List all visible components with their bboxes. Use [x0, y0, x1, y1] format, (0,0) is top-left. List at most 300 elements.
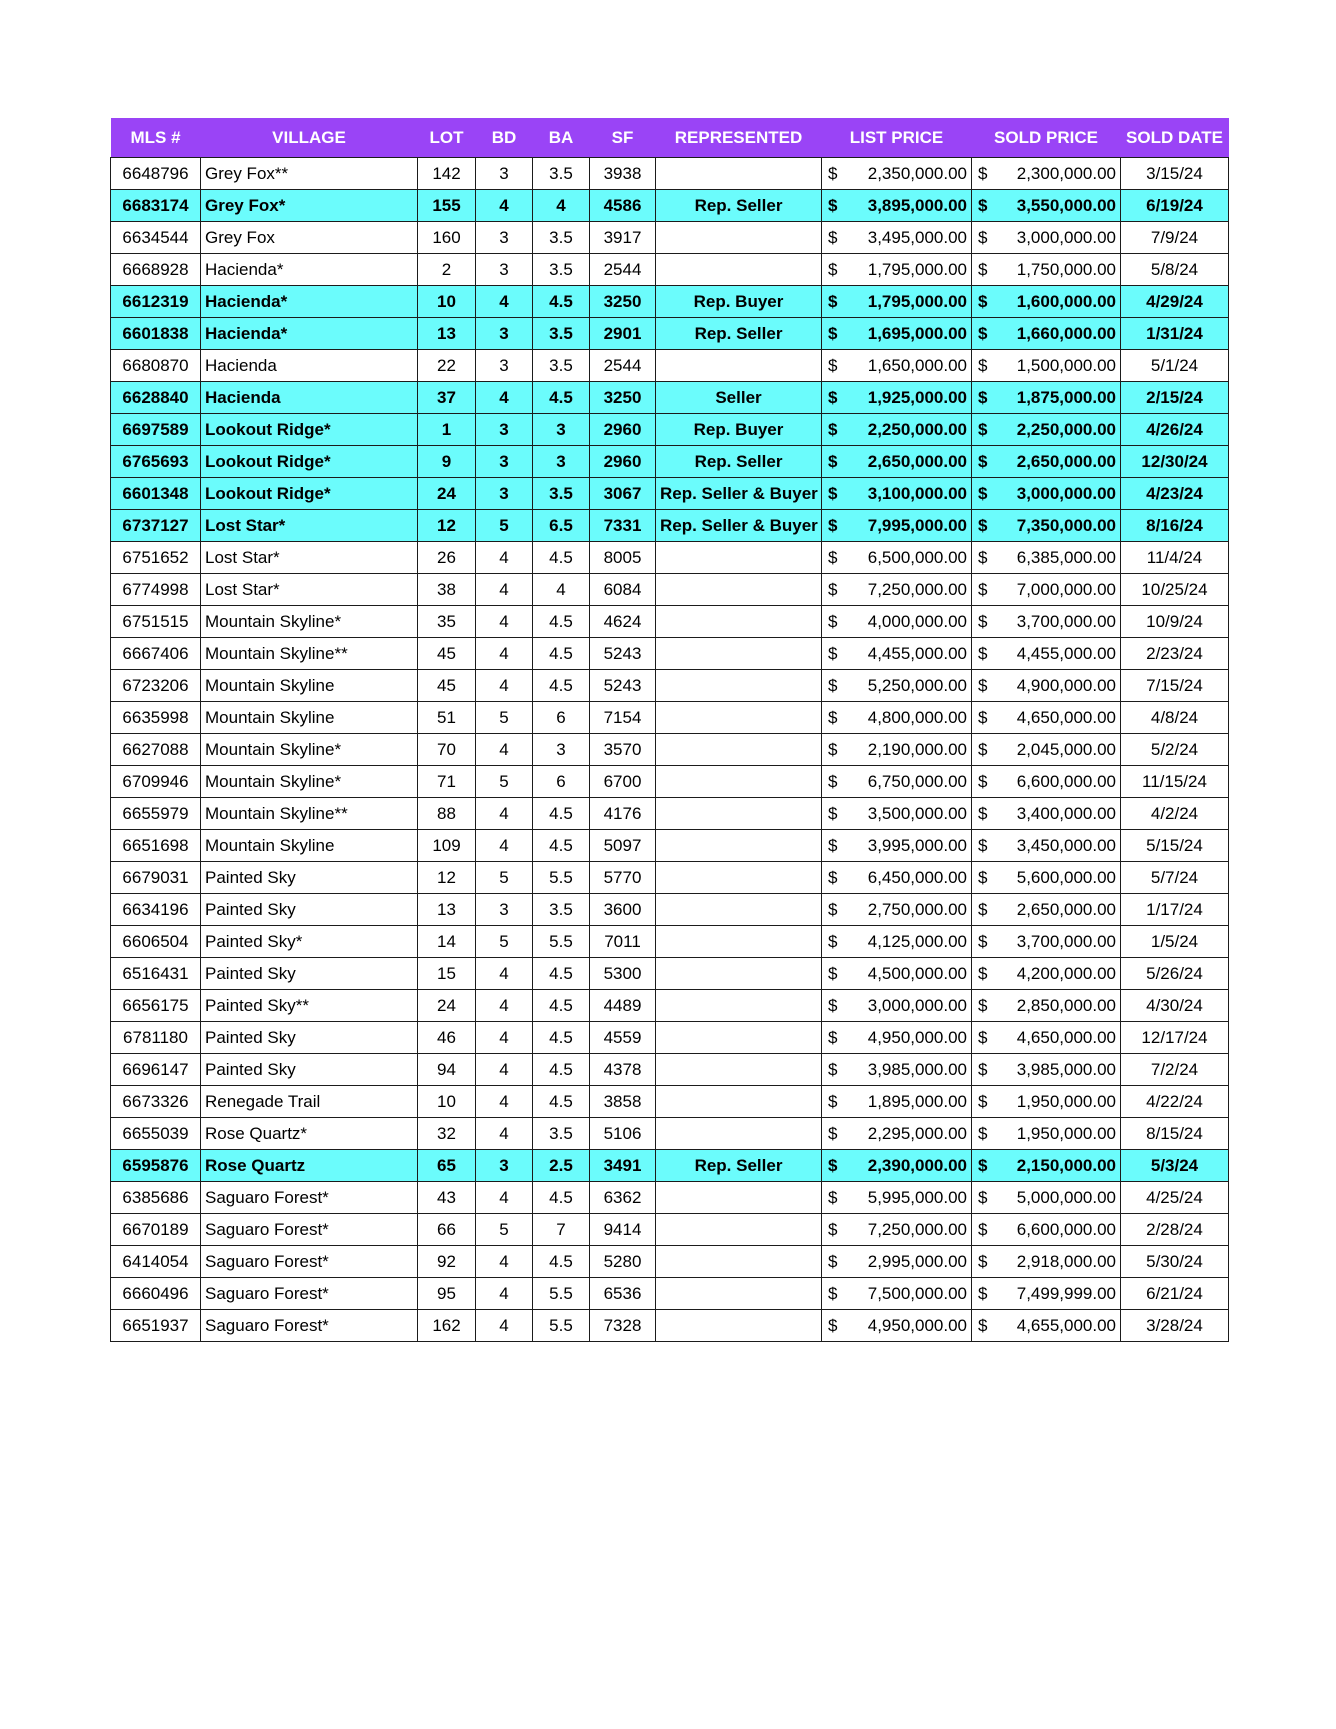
- cell-sold-price: [972, 670, 1121, 702]
- currency-symbol: $: [828, 835, 838, 855]
- amount: 7,000,000.00: [1016, 579, 1116, 599]
- cell-sold-price: [972, 190, 1121, 222]
- cell-lot: 160: [418, 222, 476, 254]
- cell-list-price: [822, 894, 972, 926]
- cell-sold-price: [972, 1022, 1121, 1054]
- cell-sf: 3250: [590, 382, 656, 414]
- cell-sold-price: [972, 958, 1121, 990]
- cell-sold-price: [972, 1310, 1121, 1342]
- cell-represented: [656, 1246, 822, 1278]
- amount: 1,660,000.00: [1016, 323, 1116, 343]
- cell-mls: 6723206: [111, 670, 201, 702]
- cell-list-price: [822, 254, 972, 286]
- currency-symbol: $: [978, 1091, 988, 1111]
- cell-represented: [656, 926, 822, 958]
- cell-ba: 4.5: [533, 1246, 590, 1278]
- cell-mls: 6648796: [111, 158, 201, 190]
- cell-represented: Rep. Seller: [656, 190, 822, 222]
- currency-symbol: $: [978, 547, 988, 567]
- currency-symbol: $: [978, 483, 988, 503]
- cell-list-price: [822, 1022, 972, 1054]
- amount: 2,250,000.00: [1016, 419, 1116, 439]
- cell-sold-price: [972, 1246, 1121, 1278]
- cell-ba: 4.5: [533, 638, 590, 670]
- cell-village: Painted Sky: [201, 1022, 418, 1054]
- amount: 4,655,000.00: [1016, 1315, 1116, 1335]
- table-row: [111, 318, 1229, 350]
- table-row: [111, 382, 1229, 414]
- cell-list-price: [822, 1246, 972, 1278]
- currency-symbol: $: [978, 1027, 988, 1047]
- currency-symbol: $: [828, 1251, 838, 1271]
- cell-ba: 7: [533, 1214, 590, 1246]
- amount: 4,455,000.00: [1016, 643, 1116, 663]
- amount: 3,500,000.00: [867, 803, 967, 823]
- currency-symbol: $: [978, 227, 988, 247]
- amount: 2,850,000.00: [1016, 995, 1116, 1015]
- cell-bd: 4: [476, 1246, 533, 1278]
- cell-sold-date: 5/7/24: [1121, 862, 1229, 894]
- cell-sold-date: 12/30/24: [1121, 446, 1229, 478]
- cell-bd: 3: [476, 478, 533, 510]
- cell-sold-price: [972, 1150, 1121, 1182]
- currency-symbol: $: [978, 771, 988, 791]
- cell-bd: 4: [476, 1182, 533, 1214]
- cell-sf: 4559: [590, 1022, 656, 1054]
- cell-list-price: [822, 478, 972, 510]
- cell-represented: [656, 862, 822, 894]
- currency-symbol: $: [828, 1123, 838, 1143]
- cell-mls: 6385686: [111, 1182, 201, 1214]
- amount: 3,400,000.00: [1016, 803, 1116, 823]
- currency-symbol: $: [978, 963, 988, 983]
- cell-list-price: [822, 1182, 972, 1214]
- currency-symbol: $: [828, 451, 838, 471]
- cell-mls: 6709946: [111, 766, 201, 798]
- cell-village: Mountain Skyline: [201, 830, 418, 862]
- amount: 1,750,000.00: [1016, 259, 1116, 279]
- cell-bd: 5: [476, 702, 533, 734]
- cell-list-price: [822, 1086, 972, 1118]
- amount: 3,700,000.00: [1016, 931, 1116, 951]
- table-row: [111, 638, 1229, 670]
- cell-bd: 5: [476, 510, 533, 542]
- cell-mls: 6655979: [111, 798, 201, 830]
- cell-represented: Rep. Seller: [656, 1150, 822, 1182]
- cell-sold-date: 7/15/24: [1121, 670, 1229, 702]
- cell-bd: 4: [476, 798, 533, 830]
- amount: 3,450,000.00: [1016, 835, 1116, 855]
- cell-sold-date: 1/5/24: [1121, 926, 1229, 958]
- amount: 7,995,000.00: [867, 515, 967, 535]
- amount: 4,650,000.00: [1016, 707, 1116, 727]
- cell-represented: [656, 1278, 822, 1310]
- amount: 1,795,000.00: [867, 259, 967, 279]
- currency-symbol: $: [978, 419, 988, 439]
- cell-represented: [656, 990, 822, 1022]
- cell-bd: 5: [476, 926, 533, 958]
- cell-sf: 3917: [590, 222, 656, 254]
- cell-lot: 1: [418, 414, 476, 446]
- table-row: [111, 350, 1229, 382]
- cell-lot: 38: [418, 574, 476, 606]
- cell-ba: 3.5: [533, 1118, 590, 1150]
- cell-represented: [656, 254, 822, 286]
- cell-bd: 4: [476, 190, 533, 222]
- cell-sold-date: 4/25/24: [1121, 1182, 1229, 1214]
- cell-village: Painted Sky: [201, 1054, 418, 1086]
- cell-mls: 6656175: [111, 990, 201, 1022]
- cell-list-price: [822, 862, 972, 894]
- header-village: VILLAGE: [201, 118, 418, 158]
- cell-ba: 5.5: [533, 926, 590, 958]
- cell-village: Grey Fox: [201, 222, 418, 254]
- cell-ba: 4.5: [533, 830, 590, 862]
- cell-bd: 3: [476, 414, 533, 446]
- cell-sold-date: 4/26/24: [1121, 414, 1229, 446]
- cell-list-price: [822, 574, 972, 606]
- cell-lot: 13: [418, 894, 476, 926]
- amount: 1,950,000.00: [1016, 1123, 1116, 1143]
- cell-sold-price: [972, 606, 1121, 638]
- cell-sold-date: 5/3/24: [1121, 1150, 1229, 1182]
- cell-mls: 6634544: [111, 222, 201, 254]
- currency-symbol: $: [978, 931, 988, 951]
- header-mls: MLS #: [111, 118, 201, 158]
- cell-list-price: [822, 926, 972, 958]
- amount: 4,800,000.00: [867, 707, 967, 727]
- cell-sold-date: 12/17/24: [1121, 1022, 1229, 1054]
- cell-sold-price: [972, 318, 1121, 350]
- cell-list-price: [822, 1150, 972, 1182]
- cell-sf: 3600: [590, 894, 656, 926]
- cell-lot: 92: [418, 1246, 476, 1278]
- amount: 2,650,000.00: [1016, 899, 1116, 919]
- cell-ba: 4: [533, 190, 590, 222]
- cell-mls: 6683174: [111, 190, 201, 222]
- cell-list-price: [822, 382, 972, 414]
- cell-village: Hacienda: [201, 350, 418, 382]
- cell-list-price: [822, 1118, 972, 1150]
- currency-symbol: $: [978, 163, 988, 183]
- cell-sold-date: 10/25/24: [1121, 574, 1229, 606]
- cell-sf: 2901: [590, 318, 656, 350]
- cell-ba: 3.5: [533, 350, 590, 382]
- cell-village: Lost Star*: [201, 542, 418, 574]
- cell-list-price: [822, 414, 972, 446]
- cell-list-price: [822, 670, 972, 702]
- amount: 1,500,000.00: [1016, 355, 1116, 375]
- cell-sold-date: 4/29/24: [1121, 286, 1229, 318]
- cell-sold-date: 4/22/24: [1121, 1086, 1229, 1118]
- cell-lot: 14: [418, 926, 476, 958]
- cell-mls: 6634196: [111, 894, 201, 926]
- header-list-price: LIST PRICE: [822, 118, 972, 158]
- amount: 5,600,000.00: [1016, 867, 1116, 887]
- table-row: [111, 830, 1229, 862]
- cell-sf: 3570: [590, 734, 656, 766]
- cell-represented: [656, 670, 822, 702]
- cell-represented: [656, 1086, 822, 1118]
- table-row: [111, 1150, 1229, 1182]
- cell-represented: [656, 638, 822, 670]
- cell-mls: 6737127: [111, 510, 201, 542]
- cell-sold-date: 6/19/24: [1121, 190, 1229, 222]
- currency-symbol: $: [828, 291, 838, 311]
- cell-sf: 5280: [590, 1246, 656, 1278]
- cell-village: Mountain Skyline**: [201, 798, 418, 830]
- cell-represented: [656, 958, 822, 990]
- cell-sold-date: 5/1/24: [1121, 350, 1229, 382]
- cell-ba: 4.5: [533, 1054, 590, 1086]
- cell-sold-date: 6/21/24: [1121, 1278, 1229, 1310]
- cell-mls: 6612319: [111, 286, 201, 318]
- cell-sold-price: [972, 862, 1121, 894]
- cell-list-price: [822, 286, 972, 318]
- amount: 3,000,000.00: [867, 995, 967, 1015]
- amount: 3,895,000.00: [867, 195, 967, 215]
- amount: 7,499,999.00: [1016, 1283, 1116, 1303]
- currency-symbol: $: [978, 835, 988, 855]
- amount: 3,100,000.00: [867, 483, 967, 503]
- cell-mls: 6635998: [111, 702, 201, 734]
- cell-sf: 2960: [590, 414, 656, 446]
- cell-sf: 5243: [590, 638, 656, 670]
- cell-sold-price: [972, 542, 1121, 574]
- currency-symbol: $: [828, 995, 838, 1015]
- cell-sold-price: [972, 830, 1121, 862]
- cell-mls: 6751652: [111, 542, 201, 574]
- cell-ba: 5.5: [533, 1278, 590, 1310]
- cell-sold-date: 5/15/24: [1121, 830, 1229, 862]
- cell-ba: 5.5: [533, 1310, 590, 1342]
- cell-sf: 5300: [590, 958, 656, 990]
- cell-bd: 4: [476, 638, 533, 670]
- amount: 4,200,000.00: [1016, 963, 1116, 983]
- cell-sf: 7154: [590, 702, 656, 734]
- cell-sf: 6084: [590, 574, 656, 606]
- table-row: [111, 446, 1229, 478]
- currency-symbol: $: [828, 515, 838, 535]
- currency-symbol: $: [828, 739, 838, 759]
- table-row: [111, 1310, 1229, 1342]
- cell-village: Painted Sky: [201, 862, 418, 894]
- cell-sf: 2544: [590, 254, 656, 286]
- cell-sold-date: 7/2/24: [1121, 1054, 1229, 1086]
- cell-sold-date: 10/9/24: [1121, 606, 1229, 638]
- amount: 1,600,000.00: [1016, 291, 1116, 311]
- amount: 6,600,000.00: [1016, 771, 1116, 791]
- cell-represented: [656, 1182, 822, 1214]
- cell-sold-date: 5/30/24: [1121, 1246, 1229, 1278]
- cell-mls: 6606504: [111, 926, 201, 958]
- currency-symbol: $: [978, 1155, 988, 1175]
- cell-bd: 4: [476, 1310, 533, 1342]
- cell-list-price: [822, 190, 972, 222]
- cell-lot: 43: [418, 1182, 476, 1214]
- cell-sold-price: [972, 1086, 1121, 1118]
- cell-lot: 10: [418, 1086, 476, 1118]
- table-row: [111, 894, 1229, 926]
- cell-mls: 6651698: [111, 830, 201, 862]
- currency-symbol: $: [978, 1059, 988, 1079]
- cell-village: Rose Quartz: [201, 1150, 418, 1182]
- currency-symbol: $: [828, 1187, 838, 1207]
- cell-lot: 35: [418, 606, 476, 638]
- cell-bd: 4: [476, 830, 533, 862]
- cell-lot: 51: [418, 702, 476, 734]
- currency-symbol: $: [828, 1059, 838, 1079]
- cell-sold-price: [972, 1054, 1121, 1086]
- currency-symbol: $: [978, 323, 988, 343]
- sales-table: [110, 118, 1229, 1342]
- cell-bd: 4: [476, 1278, 533, 1310]
- cell-represented: Rep. Buyer: [656, 414, 822, 446]
- cell-mls: 6660496: [111, 1278, 201, 1310]
- cell-sold-price: [972, 414, 1121, 446]
- cell-represented: [656, 158, 822, 190]
- cell-lot: 88: [418, 798, 476, 830]
- cell-sf: 2960: [590, 446, 656, 478]
- cell-ba: 4.5: [533, 958, 590, 990]
- header-sf: SF: [590, 118, 656, 158]
- cell-bd: 4: [476, 990, 533, 1022]
- cell-sf: 7331: [590, 510, 656, 542]
- cell-ba: 4.5: [533, 542, 590, 574]
- cell-list-price: [822, 702, 972, 734]
- amount: 3,985,000.00: [867, 1059, 967, 1079]
- cell-lot: 9: [418, 446, 476, 478]
- cell-sold-price: [972, 798, 1121, 830]
- cell-represented: [656, 1310, 822, 1342]
- cell-lot: 2: [418, 254, 476, 286]
- currency-symbol: $: [828, 899, 838, 919]
- table-row: [111, 1278, 1229, 1310]
- cell-sold-price: [972, 510, 1121, 542]
- cell-lot: 37: [418, 382, 476, 414]
- currency-symbol: $: [978, 195, 988, 215]
- cell-sold-price: [972, 766, 1121, 798]
- cell-sf: 6700: [590, 766, 656, 798]
- table-row: [111, 990, 1229, 1022]
- cell-bd: 4: [476, 606, 533, 638]
- amount: 1,950,000.00: [1016, 1091, 1116, 1111]
- currency-symbol: $: [978, 259, 988, 279]
- currency-symbol: $: [828, 1155, 838, 1175]
- currency-symbol: $: [828, 227, 838, 247]
- amount: 4,000,000.00: [867, 611, 967, 631]
- amount: 3,700,000.00: [1016, 611, 1116, 631]
- currency-symbol: $: [828, 643, 838, 663]
- cell-village: Mountain Skyline*: [201, 734, 418, 766]
- amount: 4,125,000.00: [867, 931, 967, 951]
- amount: 4,650,000.00: [1016, 1027, 1116, 1047]
- cell-sf: 7328: [590, 1310, 656, 1342]
- cell-sold-date: 2/23/24: [1121, 638, 1229, 670]
- cell-village: Mountain Skyline*: [201, 766, 418, 798]
- amount: 2,295,000.00: [867, 1123, 967, 1143]
- amount: 3,000,000.00: [1016, 227, 1116, 247]
- cell-lot: 13: [418, 318, 476, 350]
- cell-lot: 32: [418, 1118, 476, 1150]
- cell-represented: Rep. Seller: [656, 446, 822, 478]
- cell-sold-price: [972, 446, 1121, 478]
- currency-symbol: $: [828, 1027, 838, 1047]
- currency-symbol: $: [978, 355, 988, 375]
- amount: 5,000,000.00: [1016, 1187, 1116, 1207]
- cell-ba: 4.5: [533, 606, 590, 638]
- cell-list-price: [822, 1310, 972, 1342]
- header-ba: BA: [533, 118, 590, 158]
- amount: 4,455,000.00: [867, 643, 967, 663]
- cell-bd: 3: [476, 318, 533, 350]
- currency-symbol: $: [978, 707, 988, 727]
- cell-village: Lost Star*: [201, 574, 418, 606]
- cell-bd: 3: [476, 350, 533, 382]
- cell-bd: 4: [476, 382, 533, 414]
- currency-symbol: $: [828, 355, 838, 375]
- cell-village: Hacienda*: [201, 318, 418, 350]
- cell-sold-date: 8/15/24: [1121, 1118, 1229, 1150]
- currency-symbol: $: [828, 1315, 838, 1335]
- cell-represented: [656, 542, 822, 574]
- cell-sold-date: 1/17/24: [1121, 894, 1229, 926]
- cell-represented: [656, 1022, 822, 1054]
- cell-list-price: [822, 542, 972, 574]
- currency-symbol: $: [828, 547, 838, 567]
- cell-sold-price: [972, 158, 1121, 190]
- amount: 6,750,000.00: [867, 771, 967, 791]
- cell-represented: Seller: [656, 382, 822, 414]
- cell-represented: Rep. Buyer: [656, 286, 822, 318]
- cell-village: Painted Sky: [201, 894, 418, 926]
- cell-bd: 5: [476, 1214, 533, 1246]
- table-row: [111, 1182, 1229, 1214]
- cell-ba: 6: [533, 766, 590, 798]
- amount: 1,795,000.00: [867, 291, 967, 311]
- cell-village: Rose Quartz*: [201, 1118, 418, 1150]
- cell-sold-date: 5/26/24: [1121, 958, 1229, 990]
- cell-sold-price: [972, 894, 1121, 926]
- amount: 1,925,000.00: [867, 387, 967, 407]
- cell-ba: 4.5: [533, 1182, 590, 1214]
- table-row: [111, 958, 1229, 990]
- cell-mls: 6651937: [111, 1310, 201, 1342]
- cell-mls: 6696147: [111, 1054, 201, 1086]
- cell-sf: 6362: [590, 1182, 656, 1214]
- currency-symbol: $: [978, 675, 988, 695]
- cell-lot: 15: [418, 958, 476, 990]
- cell-represented: [656, 798, 822, 830]
- amount: 3,550,000.00: [1016, 195, 1116, 215]
- cell-ba: 3.5: [533, 158, 590, 190]
- currency-symbol: $: [978, 899, 988, 919]
- amount: 6,600,000.00: [1016, 1219, 1116, 1239]
- table-row: [111, 670, 1229, 702]
- cell-sold-price: [972, 1118, 1121, 1150]
- cell-bd: 4: [476, 542, 533, 574]
- currency-symbol: $: [978, 387, 988, 407]
- cell-mls: 6655039: [111, 1118, 201, 1150]
- cell-bd: 4: [476, 574, 533, 606]
- cell-lot: 12: [418, 862, 476, 894]
- amount: 1,695,000.00: [867, 323, 967, 343]
- cell-sold-date: 3/15/24: [1121, 158, 1229, 190]
- cell-sf: 4176: [590, 798, 656, 830]
- cell-village: Saguaro Forest*: [201, 1214, 418, 1246]
- cell-bd: 4: [476, 734, 533, 766]
- cell-lot: 94: [418, 1054, 476, 1086]
